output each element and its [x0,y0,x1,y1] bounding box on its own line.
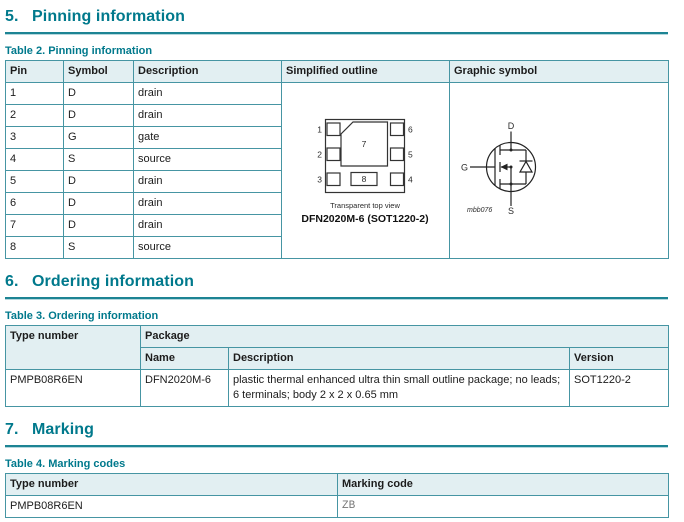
mosfet-symbol-drawing [454,120,584,216]
pin-cell: 8 [6,237,64,259]
pad-label-4: 4 [408,174,413,185]
symbol-cell: D [64,83,134,105]
col-header-type-number: Type number [6,326,141,370]
section-marking [5,421,668,518]
table3-caption: Table 3. Ordering information [5,310,159,322]
symbol-cell: D [64,215,134,237]
marking-code-cell: ZB [338,496,669,518]
col-header-version: Version [570,348,669,370]
body-arrow-icon [501,164,508,171]
pad-label-2: 2 [317,149,322,160]
ordering-table [5,325,669,407]
table2-caption: Table 2. Pinning information [5,45,153,57]
col-header-description: Description [229,348,570,370]
section-heading-marking [5,421,668,439]
pinning-table [5,60,669,259]
symbol-cell: S [64,237,134,259]
symbol-cell: D [64,171,134,193]
description-cell: gate [134,127,282,149]
pad-label-7: 7 [361,139,367,149]
col-header-graphic: Graphic symbol [450,61,669,83]
description-cell: source [134,237,282,259]
junction-dot-top [510,149,513,152]
col-header-description: Description [134,61,282,83]
symbol-cell: D [64,105,134,127]
pad-5 [391,148,404,161]
pad-label-6: 6 [408,124,413,135]
package-name: DFN2020M-6 (SOT1220-2) [301,213,429,224]
pin-cell: 1 [6,83,64,105]
col-header-name: Name [141,348,229,370]
pad-label-5: 5 [408,149,413,160]
version-cell: SOT1220-2 [570,370,669,407]
source-label: S [507,206,515,216]
type-number-cell: PMPB08R6EN [6,370,141,407]
marking-row [6,496,669,518]
section-heading-ordering [5,273,668,291]
pin-cell: 2 [6,105,64,127]
heading-rule [5,297,668,300]
section-number: 7. [5,421,19,438]
description-cell: source [134,149,282,171]
pin-cell: 3 [6,127,64,149]
pad-2 [327,148,340,161]
package-description-cell: plastic thermal enhanced ultra thin small outline package; no leads; 6 terminals; body 2 x 2 x 0.65 mm [229,370,570,407]
heading-rule [5,445,668,448]
col-header-package: Package [141,326,669,348]
pin-cell: 4 [6,149,64,171]
junction-dot-mid [510,166,513,169]
type-number-cell: PMPB08R6EN [6,496,338,518]
pad-1 [327,123,340,136]
col-header-marking-code: Marking code [338,474,669,496]
pin-cell: 6 [6,193,64,215]
pad-3 [327,173,340,186]
description-cell: drain [134,171,282,193]
drain-label: D [507,121,515,131]
marking-table [5,473,669,518]
gate-label: G [460,162,469,173]
simplified-outline-cell [282,83,450,259]
col-header-symbol: Symbol [64,61,134,83]
pin-row [6,83,669,105]
description-cell: drain [134,193,282,215]
junction-dot-bottom [510,183,513,186]
section-title: Marking [32,421,95,438]
col-header-type-number: Type number [6,474,338,496]
diode-triangle [520,162,532,173]
heading-rule [5,32,668,35]
pad-label-1: 1 [317,124,322,135]
pin-cell: 5 [6,171,64,193]
description-cell: drain [134,215,282,237]
top-view-note: Transparent top view [330,201,400,210]
section-ordering [5,273,668,407]
description-cell: drain [134,83,282,105]
section-number: 6. [5,273,19,290]
ordering-row [6,370,669,407]
section-title: Pinning information [32,8,185,25]
marking-header-row [6,474,669,496]
col-header-pin: Pin [6,61,64,83]
graphic-symbol-cell [450,83,669,259]
section-number: 5. [5,8,19,25]
pinning-header-row [6,61,669,83]
pad-4 [391,173,404,186]
symbol-reference: mbb076 [467,207,493,214]
pin-cell: 7 [6,215,64,237]
section-title: Ordering information [32,273,194,290]
pad-label-8: 8 [361,174,367,184]
package-name-cell: DFN2020M-6 [141,370,229,407]
package-outline-drawing [286,112,446,224]
symbol-cell: D [64,193,134,215]
table4-caption: Table 4. Marking codes [5,458,126,470]
symbol-cell: S [64,149,134,171]
description-cell: drain [134,105,282,127]
pad-label-3: 3 [317,174,322,185]
section-heading-pinning [5,8,668,26]
col-header-outline: Simplified outline [282,61,450,83]
section-pinning [5,8,668,259]
pad-6 [391,123,404,136]
symbol-cell: G [64,127,134,149]
ordering-header-row-1 [6,326,669,348]
